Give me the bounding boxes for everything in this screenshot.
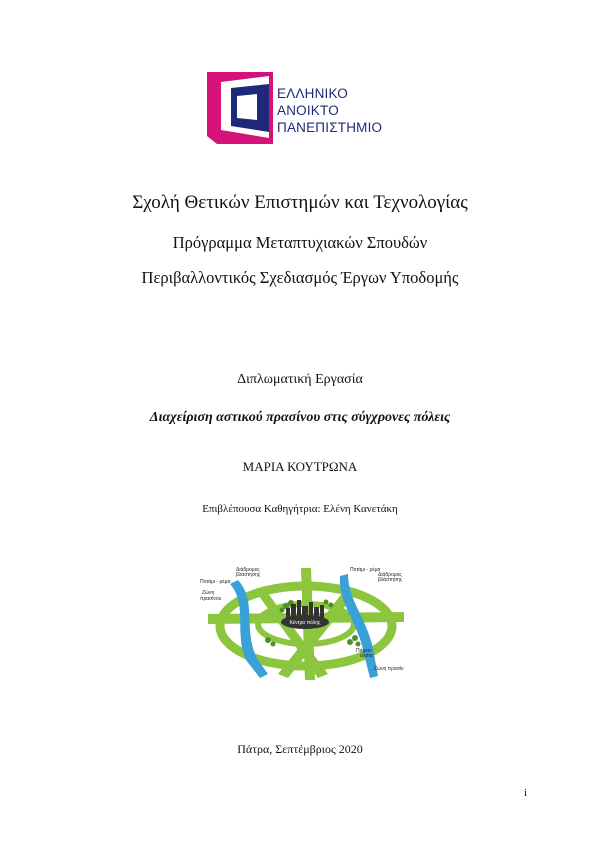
label-park-1: Πάρκο- xyxy=(356,648,373,654)
logo-line-3: ΠΑΝΕΠΙΣΤΗΜΙΟ xyxy=(277,120,383,135)
label-zone-bottom: Ζώνη πρασίν xyxy=(374,666,404,672)
place-date: Πάτρα, Σεπτέμβριος 2020 xyxy=(237,742,363,756)
program-name: Πρόγραμμα Μεταπτυχιακών Σπουδών xyxy=(172,233,428,252)
label-park-2: άλσος xyxy=(360,653,374,659)
label-corridor-right-1: Διάδρομος xyxy=(378,572,402,578)
label-river-right: Ποτάμι - ρέμα xyxy=(350,567,381,573)
label-river-left: Ποτάμι - ρέμα xyxy=(200,579,231,585)
specialization-name: Περιβαλλοντικός Σχεδιασμός Έργων Υποδομής xyxy=(141,268,459,287)
label-corridor-left-2: βλάστησης xyxy=(236,572,261,578)
school-name: Σχολή Θετικών Επιστημών και Τεχνολογίας xyxy=(132,192,468,213)
city-centre-label: Κέντρο πόλης xyxy=(289,620,321,626)
page-number: i xyxy=(524,787,528,799)
author-name: ΜΑΡΙΑ ΚΟΥΤΡΩΝΑ xyxy=(242,459,358,474)
thesis-title: Διαχείριση αστικού πρασίνου στις σύγχρονες πόλεις xyxy=(149,410,451,425)
logo-line-2: ΑΝΟΙΚΤΟ xyxy=(277,103,339,118)
supervisor-line: Επιβλέπουσα Καθηγήτρια: Ελένη Κανετάκη xyxy=(202,503,398,515)
label-zone-left-2: πρασίνου xyxy=(200,596,222,602)
document-type: Διπλωματική Εργασία xyxy=(237,372,363,387)
logo-line-1: ΕΛΛΗΝΙΚΟ xyxy=(277,86,348,101)
green-network-figure xyxy=(198,562,408,684)
logo-wordmark xyxy=(277,85,382,136)
label-corridor-right-2: βλάστησης xyxy=(378,577,403,583)
label-corridor-left-1: Διάδρομος xyxy=(236,567,260,573)
label-zone-left-1: Ζώνη xyxy=(202,590,215,596)
